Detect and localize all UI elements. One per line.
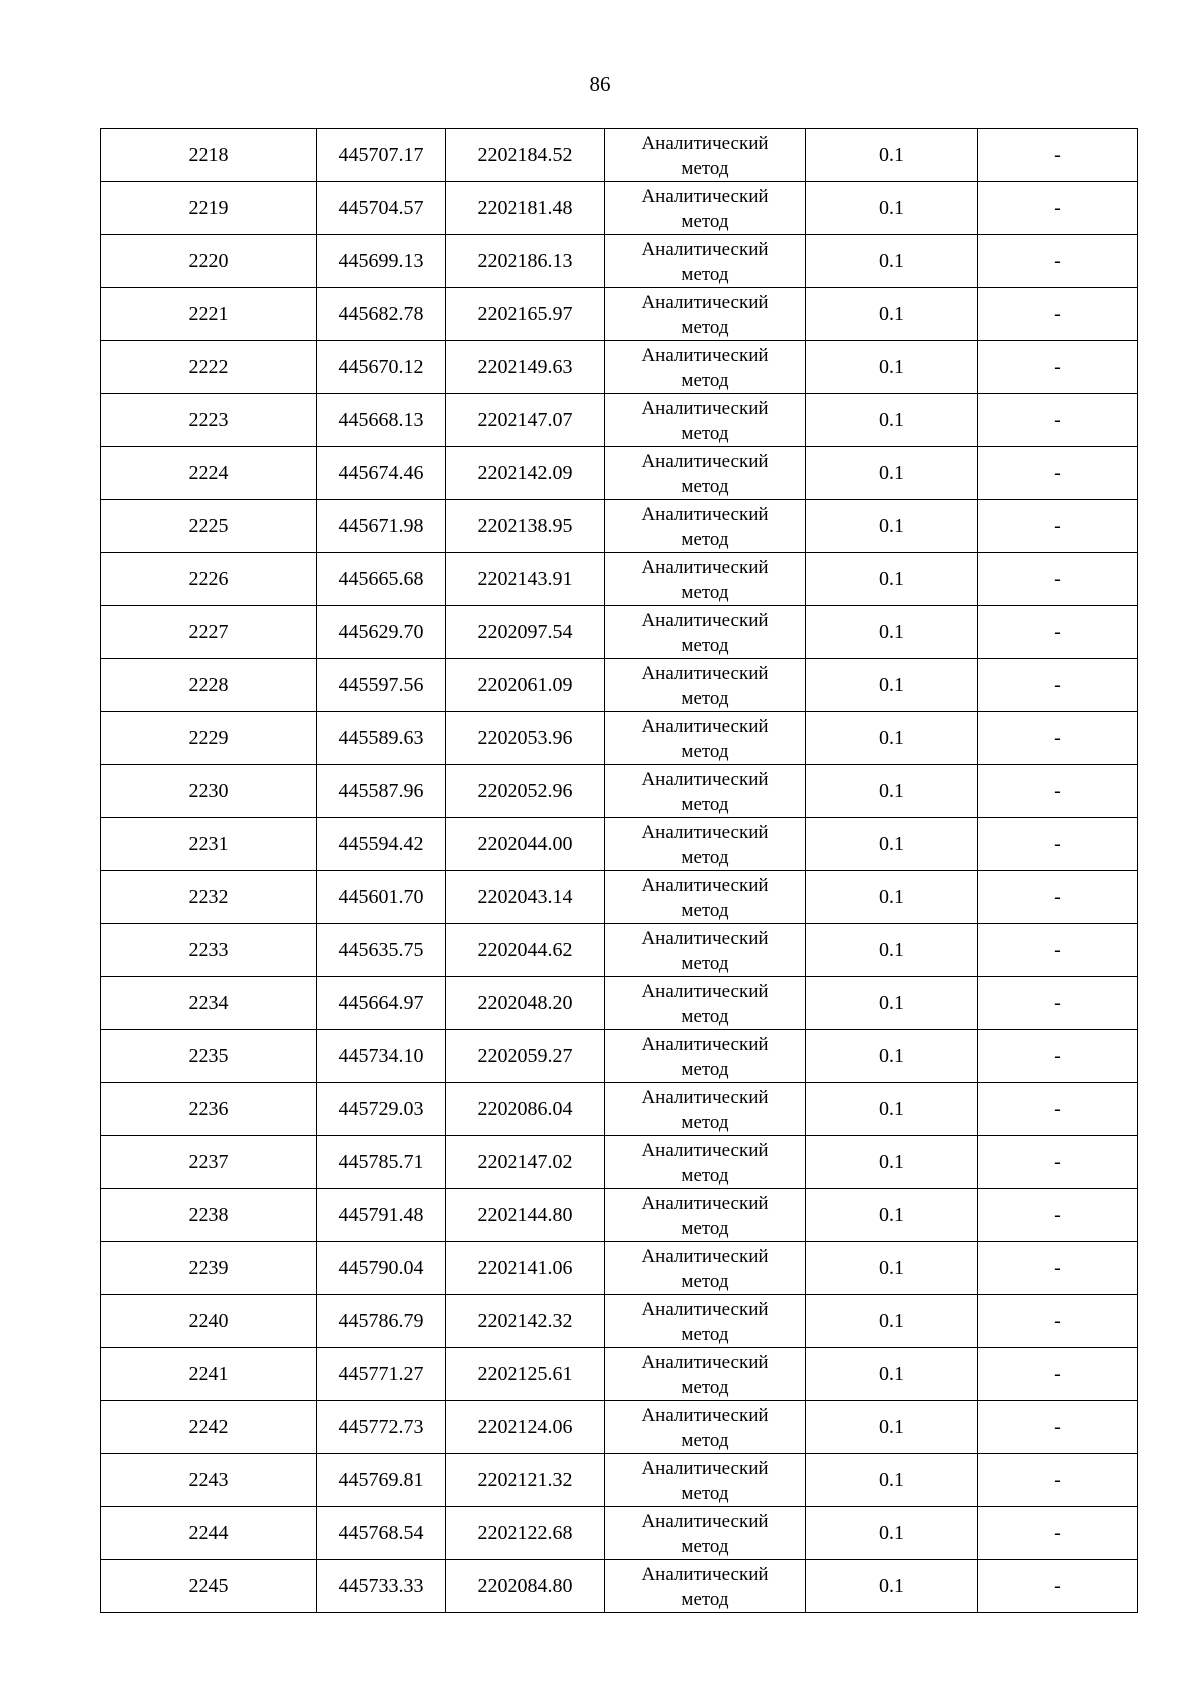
note-cell: -	[978, 500, 1138, 553]
method-line-2: метод	[681, 900, 729, 921]
y-coordinate-cell: 2202121.32	[446, 1454, 605, 1507]
method-cell	[605, 1295, 806, 1348]
method-cell	[605, 924, 806, 977]
x-coordinate-cell: 445704.57	[317, 182, 446, 235]
method-line-1: Аналитический	[641, 292, 769, 313]
method-line-2: метод	[681, 1324, 729, 1345]
point-number-cell: 2225	[101, 500, 317, 553]
method-line-1: Аналитический	[641, 716, 769, 737]
y-coordinate-cell: 2202124.06	[446, 1401, 605, 1454]
method-cell	[605, 606, 806, 659]
method-line-2: метод	[681, 1589, 729, 1610]
accuracy-cell: 0.1	[806, 182, 978, 235]
method-line-1: Аналитический	[641, 1299, 769, 1320]
x-coordinate-cell: 445674.46	[317, 447, 446, 500]
point-number-cell: 2226	[101, 553, 317, 606]
method-line-2: метод	[681, 953, 729, 974]
table-row	[101, 394, 1138, 447]
method-cell	[605, 712, 806, 765]
y-coordinate-cell: 2202122.68	[446, 1507, 605, 1560]
point-number-cell: 2236	[101, 1083, 317, 1136]
table-row	[101, 1030, 1138, 1083]
accuracy-cell: 0.1	[806, 977, 978, 1030]
method-line-1: Аналитический	[641, 1034, 769, 1055]
note-cell: -	[978, 1454, 1138, 1507]
method-cell	[605, 818, 806, 871]
method-line-1: Аналитический	[641, 769, 769, 790]
note-cell: -	[978, 1136, 1138, 1189]
point-number-cell: 2238	[101, 1189, 317, 1242]
note-cell: -	[978, 659, 1138, 712]
table-row	[101, 1295, 1138, 1348]
table-row	[101, 924, 1138, 977]
accuracy-cell: 0.1	[806, 447, 978, 500]
method-line-2: метод	[681, 794, 729, 815]
table-body	[101, 129, 1138, 1613]
note-cell: -	[978, 712, 1138, 765]
point-number-cell: 2244	[101, 1507, 317, 1560]
note-cell: -	[978, 129, 1138, 182]
method-line-1: Аналитический	[641, 822, 769, 843]
x-coordinate-cell: 445786.79	[317, 1295, 446, 1348]
x-coordinate-cell: 445665.68	[317, 553, 446, 606]
method-line-1: Аналитический	[641, 1246, 769, 1267]
y-coordinate-cell: 2202086.04	[446, 1083, 605, 1136]
accuracy-cell: 0.1	[806, 235, 978, 288]
method-cell	[605, 1189, 806, 1242]
method-cell	[605, 500, 806, 553]
x-coordinate-cell: 445769.81	[317, 1454, 446, 1507]
point-number-cell: 2230	[101, 765, 317, 818]
accuracy-cell: 0.1	[806, 1083, 978, 1136]
point-number-cell: 2239	[101, 1242, 317, 1295]
method-cell	[605, 129, 806, 182]
note-cell: -	[978, 235, 1138, 288]
point-number-cell: 2242	[101, 1401, 317, 1454]
x-coordinate-cell: 445671.98	[317, 500, 446, 553]
method-line-2: метод	[681, 1112, 729, 1133]
table-row	[101, 659, 1138, 712]
x-coordinate-cell: 445707.17	[317, 129, 446, 182]
x-coordinate-cell: 445768.54	[317, 1507, 446, 1560]
method-line-2: метод	[681, 1377, 729, 1398]
x-coordinate-cell: 445791.48	[317, 1189, 446, 1242]
method-cell	[605, 288, 806, 341]
table-row	[101, 1401, 1138, 1454]
coordinates-table	[100, 128, 1138, 1613]
y-coordinate-cell: 2202147.07	[446, 394, 605, 447]
accuracy-cell: 0.1	[806, 341, 978, 394]
method-cell	[605, 1136, 806, 1189]
method-line-1: Аналитический	[641, 875, 769, 896]
method-cell	[605, 765, 806, 818]
x-coordinate-cell: 445670.12	[317, 341, 446, 394]
table-row	[101, 606, 1138, 659]
table-row	[101, 1136, 1138, 1189]
table-row	[101, 712, 1138, 765]
note-cell: -	[978, 1507, 1138, 1560]
note-cell: -	[978, 447, 1138, 500]
method-line-2: метод	[681, 1059, 729, 1080]
method-line-2: метод	[681, 1536, 729, 1557]
method-cell	[605, 659, 806, 712]
y-coordinate-cell: 2202053.96	[446, 712, 605, 765]
method-line-1: Аналитический	[641, 610, 769, 631]
note-cell: -	[978, 553, 1138, 606]
method-cell	[605, 394, 806, 447]
method-line-2: метод	[681, 1271, 729, 1292]
method-line-2: метод	[681, 529, 729, 550]
y-coordinate-cell: 2202143.91	[446, 553, 605, 606]
table-row	[101, 235, 1138, 288]
point-number-cell: 2232	[101, 871, 317, 924]
method-cell	[605, 977, 806, 1030]
method-line-2: метод	[681, 582, 729, 603]
point-number-cell: 2245	[101, 1560, 317, 1613]
method-line-2: метод	[681, 476, 729, 497]
note-cell: -	[978, 924, 1138, 977]
accuracy-cell: 0.1	[806, 1348, 978, 1401]
note-cell: -	[978, 1348, 1138, 1401]
method-line-1: Аналитический	[641, 1405, 769, 1426]
y-coordinate-cell: 2202059.27	[446, 1030, 605, 1083]
y-coordinate-cell: 2202048.20	[446, 977, 605, 1030]
method-line-2: метод	[681, 1430, 729, 1451]
point-number-cell: 2241	[101, 1348, 317, 1401]
y-coordinate-cell: 2202147.02	[446, 1136, 605, 1189]
method-line-2: метод	[681, 423, 729, 444]
method-line-2: метод	[681, 688, 729, 709]
method-line-1: Аналитический	[641, 1087, 769, 1108]
point-number-cell: 2235	[101, 1030, 317, 1083]
table-row	[101, 977, 1138, 1030]
accuracy-cell: 0.1	[806, 871, 978, 924]
accuracy-cell: 0.1	[806, 765, 978, 818]
method-line-1: Аналитический	[641, 1511, 769, 1532]
accuracy-cell: 0.1	[806, 1136, 978, 1189]
accuracy-cell: 0.1	[806, 1189, 978, 1242]
method-cell	[605, 341, 806, 394]
method-cell	[605, 235, 806, 288]
method-cell	[605, 1560, 806, 1613]
y-coordinate-cell: 2202142.32	[446, 1295, 605, 1348]
method-cell	[605, 447, 806, 500]
method-cell	[605, 1348, 806, 1401]
x-coordinate-cell: 445772.73	[317, 1401, 446, 1454]
y-coordinate-cell: 2202181.48	[446, 182, 605, 235]
note-cell: -	[978, 341, 1138, 394]
method-line-2: метод	[681, 211, 729, 232]
x-coordinate-cell: 445601.70	[317, 871, 446, 924]
method-line-1: Аналитический	[641, 557, 769, 578]
point-number-cell: 2219	[101, 182, 317, 235]
x-coordinate-cell: 445771.27	[317, 1348, 446, 1401]
note-cell: -	[978, 1030, 1138, 1083]
table-row	[101, 341, 1138, 394]
table-row	[101, 129, 1138, 182]
method-cell	[605, 1507, 806, 1560]
y-coordinate-cell: 2202125.61	[446, 1348, 605, 1401]
x-coordinate-cell: 445682.78	[317, 288, 446, 341]
accuracy-cell: 0.1	[806, 818, 978, 871]
accuracy-cell: 0.1	[806, 129, 978, 182]
y-coordinate-cell: 2202144.80	[446, 1189, 605, 1242]
accuracy-cell: 0.1	[806, 553, 978, 606]
note-cell: -	[978, 182, 1138, 235]
point-number-cell: 2243	[101, 1454, 317, 1507]
table-row	[101, 1454, 1138, 1507]
method-line-2: метод	[681, 847, 729, 868]
accuracy-cell: 0.1	[806, 1295, 978, 1348]
note-cell: -	[978, 606, 1138, 659]
method-line-1: Аналитический	[641, 928, 769, 949]
accuracy-cell: 0.1	[806, 1454, 978, 1507]
y-coordinate-cell: 2202097.54	[446, 606, 605, 659]
method-cell	[605, 1083, 806, 1136]
y-coordinate-cell: 2202141.06	[446, 1242, 605, 1295]
method-cell	[605, 871, 806, 924]
x-coordinate-cell: 445729.03	[317, 1083, 446, 1136]
method-cell	[605, 553, 806, 606]
y-coordinate-cell: 2202149.63	[446, 341, 605, 394]
point-number-cell: 2227	[101, 606, 317, 659]
method-line-1: Аналитический	[641, 133, 769, 154]
table-row	[101, 871, 1138, 924]
method-line-2: метод	[681, 1006, 729, 1027]
method-line-1: Аналитический	[641, 1193, 769, 1214]
accuracy-cell: 0.1	[806, 288, 978, 341]
point-number-cell: 2237	[101, 1136, 317, 1189]
x-coordinate-cell: 445699.13	[317, 235, 446, 288]
table-row	[101, 1242, 1138, 1295]
table-row	[101, 553, 1138, 606]
note-cell: -	[978, 1401, 1138, 1454]
method-line-2: метод	[681, 370, 729, 391]
x-coordinate-cell: 445635.75	[317, 924, 446, 977]
method-line-1: Аналитический	[641, 345, 769, 366]
method-line-2: метод	[681, 264, 729, 285]
point-number-cell: 2220	[101, 235, 317, 288]
accuracy-cell: 0.1	[806, 1030, 978, 1083]
point-number-cell: 2234	[101, 977, 317, 1030]
table-row	[101, 182, 1138, 235]
note-cell: -	[978, 818, 1138, 871]
method-line-1: Аналитический	[641, 504, 769, 525]
point-number-cell: 2240	[101, 1295, 317, 1348]
note-cell: -	[978, 1189, 1138, 1242]
point-number-cell: 2229	[101, 712, 317, 765]
point-number-cell: 2231	[101, 818, 317, 871]
x-coordinate-cell: 445790.04	[317, 1242, 446, 1295]
accuracy-cell: 0.1	[806, 394, 978, 447]
x-coordinate-cell: 445597.56	[317, 659, 446, 712]
note-cell: -	[978, 394, 1138, 447]
method-line-2: метод	[681, 635, 729, 656]
accuracy-cell: 0.1	[806, 1507, 978, 1560]
note-cell: -	[978, 288, 1138, 341]
method-line-1: Аналитический	[641, 239, 769, 260]
method-cell	[605, 1401, 806, 1454]
method-cell	[605, 182, 806, 235]
x-coordinate-cell: 445733.33	[317, 1560, 446, 1613]
method-line-1: Аналитический	[641, 398, 769, 419]
table-row	[101, 1083, 1138, 1136]
y-coordinate-cell: 2202138.95	[446, 500, 605, 553]
method-line-1: Аналитический	[641, 186, 769, 207]
method-line-2: метод	[681, 1165, 729, 1186]
table-row	[101, 288, 1138, 341]
point-number-cell: 2223	[101, 394, 317, 447]
point-number-cell: 2224	[101, 447, 317, 500]
x-coordinate-cell: 445589.63	[317, 712, 446, 765]
accuracy-cell: 0.1	[806, 712, 978, 765]
note-cell: -	[978, 871, 1138, 924]
method-cell	[605, 1242, 806, 1295]
method-line-2: метод	[681, 741, 729, 762]
y-coordinate-cell: 2202165.97	[446, 288, 605, 341]
y-coordinate-cell: 2202044.62	[446, 924, 605, 977]
point-number-cell: 2233	[101, 924, 317, 977]
table-row	[101, 447, 1138, 500]
note-cell: -	[978, 1083, 1138, 1136]
method-line-2: метод	[681, 317, 729, 338]
method-cell	[605, 1454, 806, 1507]
x-coordinate-cell: 445785.71	[317, 1136, 446, 1189]
note-cell: -	[978, 1242, 1138, 1295]
method-line-1: Аналитический	[641, 981, 769, 1002]
y-coordinate-cell: 2202186.13	[446, 235, 605, 288]
x-coordinate-cell: 445668.13	[317, 394, 446, 447]
y-coordinate-cell: 2202052.96	[446, 765, 605, 818]
y-coordinate-cell: 2202043.14	[446, 871, 605, 924]
method-line-1: Аналитический	[641, 451, 769, 472]
page-number: 86	[589, 72, 611, 96]
table-row	[101, 1189, 1138, 1242]
y-coordinate-cell: 2202184.52	[446, 129, 605, 182]
table-row	[101, 1507, 1138, 1560]
note-cell: -	[978, 977, 1138, 1030]
x-coordinate-cell: 445664.97	[317, 977, 446, 1030]
accuracy-cell: 0.1	[806, 1560, 978, 1613]
note-cell: -	[978, 1295, 1138, 1348]
method-cell	[605, 1030, 806, 1083]
x-coordinate-cell: 445629.70	[317, 606, 446, 659]
y-coordinate-cell: 2202142.09	[446, 447, 605, 500]
method-line-2: метод	[681, 158, 729, 179]
x-coordinate-cell: 445734.10	[317, 1030, 446, 1083]
method-line-1: Аналитический	[641, 1458, 769, 1479]
y-coordinate-cell: 2202061.09	[446, 659, 605, 712]
accuracy-cell: 0.1	[806, 659, 978, 712]
point-number-cell: 2222	[101, 341, 317, 394]
accuracy-cell: 0.1	[806, 500, 978, 553]
method-line-1: Аналитический	[641, 1564, 769, 1585]
note-cell: -	[978, 765, 1138, 818]
accuracy-cell: 0.1	[806, 606, 978, 659]
table-row	[101, 500, 1138, 553]
note-cell: -	[978, 1560, 1138, 1613]
accuracy-cell: 0.1	[806, 924, 978, 977]
table-row	[101, 818, 1138, 871]
table-row	[101, 1560, 1138, 1613]
table-row	[101, 765, 1138, 818]
method-line-1: Аналитический	[641, 1140, 769, 1161]
y-coordinate-cell: 2202044.00	[446, 818, 605, 871]
method-line-1: Аналитический	[641, 663, 769, 684]
point-number-cell: 2218	[101, 129, 317, 182]
accuracy-cell: 0.1	[806, 1401, 978, 1454]
method-line-1: Аналитический	[641, 1352, 769, 1373]
x-coordinate-cell: 445587.96	[317, 765, 446, 818]
point-number-cell: 2228	[101, 659, 317, 712]
method-line-2: метод	[681, 1483, 729, 1504]
accuracy-cell: 0.1	[806, 1242, 978, 1295]
point-number-cell: 2221	[101, 288, 317, 341]
x-coordinate-cell: 445594.42	[317, 818, 446, 871]
method-line-2: метод	[681, 1218, 729, 1239]
table-row	[101, 1348, 1138, 1401]
y-coordinate-cell: 2202084.80	[446, 1560, 605, 1613]
